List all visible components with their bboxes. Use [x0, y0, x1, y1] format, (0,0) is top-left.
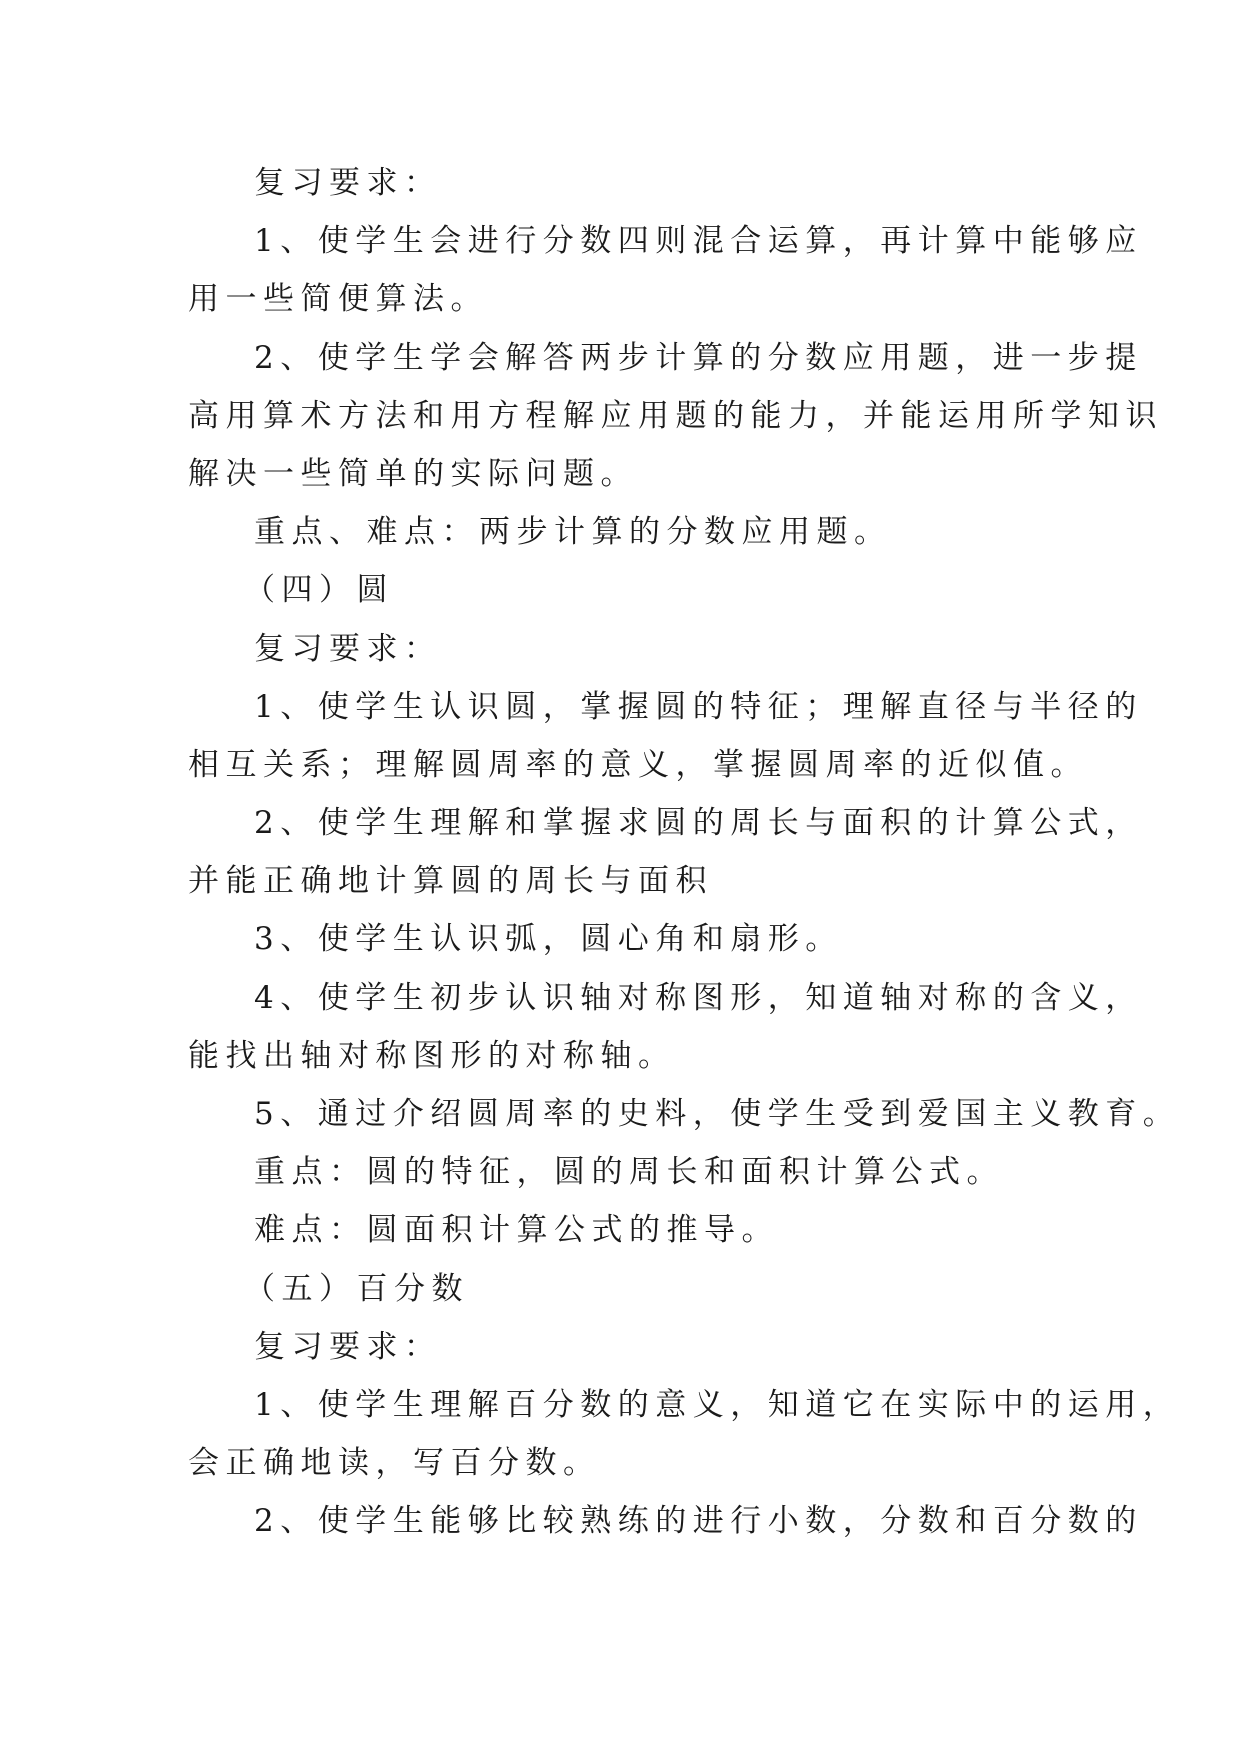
text-line: 复习要求： [254, 630, 442, 667]
text-line: 2、使学生能够比较熟练的进行小数，分数和百分数的 [254, 1503, 1143, 1540]
text-line: 会正确地读，写百分数。 [188, 1445, 601, 1482]
text-line: 2、使学生理解和掌握求圆的周长与面积的计算公式， [254, 805, 1143, 842]
text-line: （四）圆 [244, 572, 394, 609]
text-line: 能找出轴对称图形的对称轴。 [188, 1037, 676, 1074]
text-line: 高用算术方法和用方程解应用题的能力，并能运用所学知识 [188, 397, 1163, 434]
text-line: 3、使学生认识弧，圆心角和扇形。 [254, 921, 843, 958]
text-line: 5、通过介绍圆周率的史料，使学生受到爱国主义教育。 [254, 1096, 1181, 1132]
text-line: （五）百分数 [244, 1270, 469, 1307]
text-line: 难点：圆面积计算公式的推导。 [254, 1212, 779, 1249]
text-line: 解决一些简单的实际问题。 [188, 455, 638, 492]
text-line: 并能正确地计算圆的周长与面积 [188, 863, 713, 900]
document-body [188, 154, 1181, 1551]
text-line: 1、使学生理解百分数的意义，知道它在实际中的运用， [254, 1386, 1181, 1423]
text-line: 4、使学生初步认识轴对称图形，知道轴对称的含义， [254, 979, 1143, 1016]
text-line: 2、使学生学会解答两步计算的分数应用题，进一步提 [254, 339, 1143, 376]
text-line: 重点、难点：两步计算的分数应用题。 [254, 514, 892, 551]
text-line: 复习要求： [254, 1328, 442, 1365]
text-line: 1、使学生认识圆，掌握圆的特征；理解直径与半径的 [254, 688, 1143, 725]
text-line: 1、使学生会进行分数四则混合运算，再计算中能够应 [254, 223, 1143, 260]
text-line: 复习要求： [254, 165, 442, 201]
text-line: 用一些简便算法。 [188, 281, 488, 318]
text-line: 重点：圆的特征，圆的周长和面积计算公式。 [254, 1154, 1004, 1191]
text-line: 相互关系；理解圆周率的意义，掌握圆周率的近似值。 [188, 746, 1088, 783]
